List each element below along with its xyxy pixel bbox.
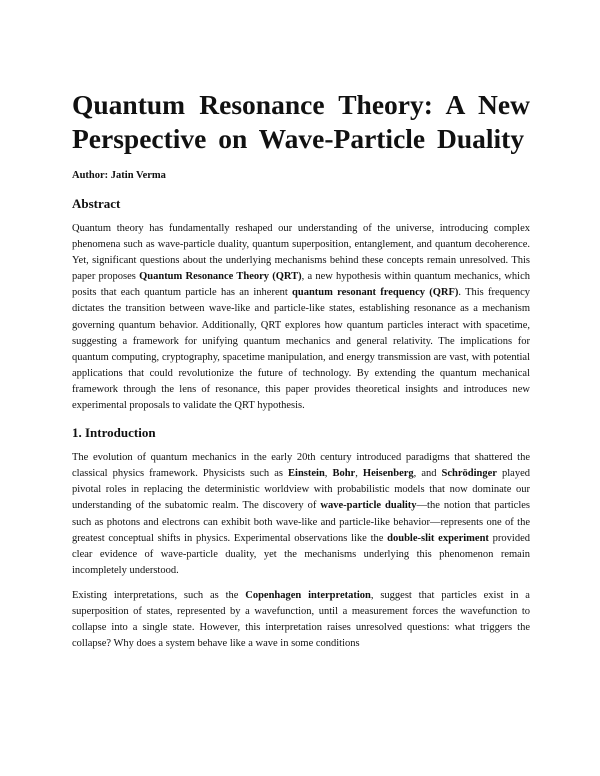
intro-text: provided clear evidence of wave-particle duality, yet the mechanisms underlying this phenomenon remain incompletely understood. <box>72 532 530 576</box>
term-qrt: Quantum Resonance Theory (QRT) <box>139 271 302 283</box>
intro-text: , suggest that particles exist in a superposition of states, represented by a wavefunction, until a measurement forces the wavefunction to collapse into a single state. However, this interpretation raises unresolved questions: what triggers the collapse? Why does a system behave like a wave in some conditions <box>72 589 530 650</box>
name-schrodinger: Schrödinger <box>441 468 497 480</box>
name-einstein: Einstein <box>288 468 325 480</box>
intro-text: , <box>324 468 333 480</box>
intro-text: —the notion that particles such as photons and electrons can exhibit both wave-like and particle-like behavior—represents one of the greatest conceptual shifts in physics. Experimental observations like the <box>72 500 530 544</box>
paper-content <box>72 88 530 652</box>
abstract-text: . This frequency dictates the transition between wave-like and particle-like states, establishing resonance as a mechanism governing quantum behavior. Additionally, QRT explores how quantum particles interact with spacetime, suggesting a framework for unifying quantum mechanics and general relativity. The implications for quantum computing, cryptography, spacetime manipulation, and energy transmission are vast, with potential applications that could revolutionize the future of technology. By extending the quantum mechanical framework through the lens of resonance, this paper provides theoretical insights and introduces new experimental proposals to validate the QRT hypothesis. <box>72 287 530 412</box>
abstract-paragraph <box>72 221 530 414</box>
term-qrf: quantum resonant frequency (QRF) <box>292 287 459 299</box>
intro-text: The evolution of quantum mechanics in the early 20th century introduced paradigms that shattered the classical physics framework. Physicists such as <box>72 452 530 480</box>
abstract-text: Quantum theory has fundamentally reshaped our understanding of the universe, introducing complex phenomena such as wave-particle duality, quantum superposition, entanglement, and quantum decoherence. Yet, significant questions about the underlying mechanisms behind these concepts remain unresolved. This paper proposes <box>72 223 530 283</box>
paper-title: Quantum Resonance Theory: A New Perspective on Wave-Particle Duality <box>72 89 530 154</box>
term-copenhagen: Copenhagen interpretation <box>245 589 371 601</box>
name-bohr: Bohr <box>332 468 356 480</box>
term-wave-particle-duality: wave-particle duality <box>320 500 417 512</box>
introduction-heading: 1. Introduction <box>72 425 156 441</box>
intro-text: played pivotal roles in replacing the deterministic worldview with probabilistic models that now dominate our understanding of the subatomic realm. The discovery of <box>72 468 530 512</box>
abstract-heading: Abstract <box>72 196 121 211</box>
author-line: Author: Jatin Verma <box>72 170 166 181</box>
term-double-slit: double-slit experiment <box>387 532 489 544</box>
abstract-text: , a new hypothesis within quantum mechanics, which posits that each quantum particle has an inherent <box>72 271 530 299</box>
intro-text: Existing interpretations, such as the <box>72 589 246 601</box>
intro-text: , <box>355 468 363 480</box>
introduction-paragraph-2 <box>72 588 530 652</box>
introduction-paragraph-1 <box>72 450 530 579</box>
name-heisenberg: Heisenberg <box>362 468 414 480</box>
intro-text: , and <box>413 468 442 480</box>
